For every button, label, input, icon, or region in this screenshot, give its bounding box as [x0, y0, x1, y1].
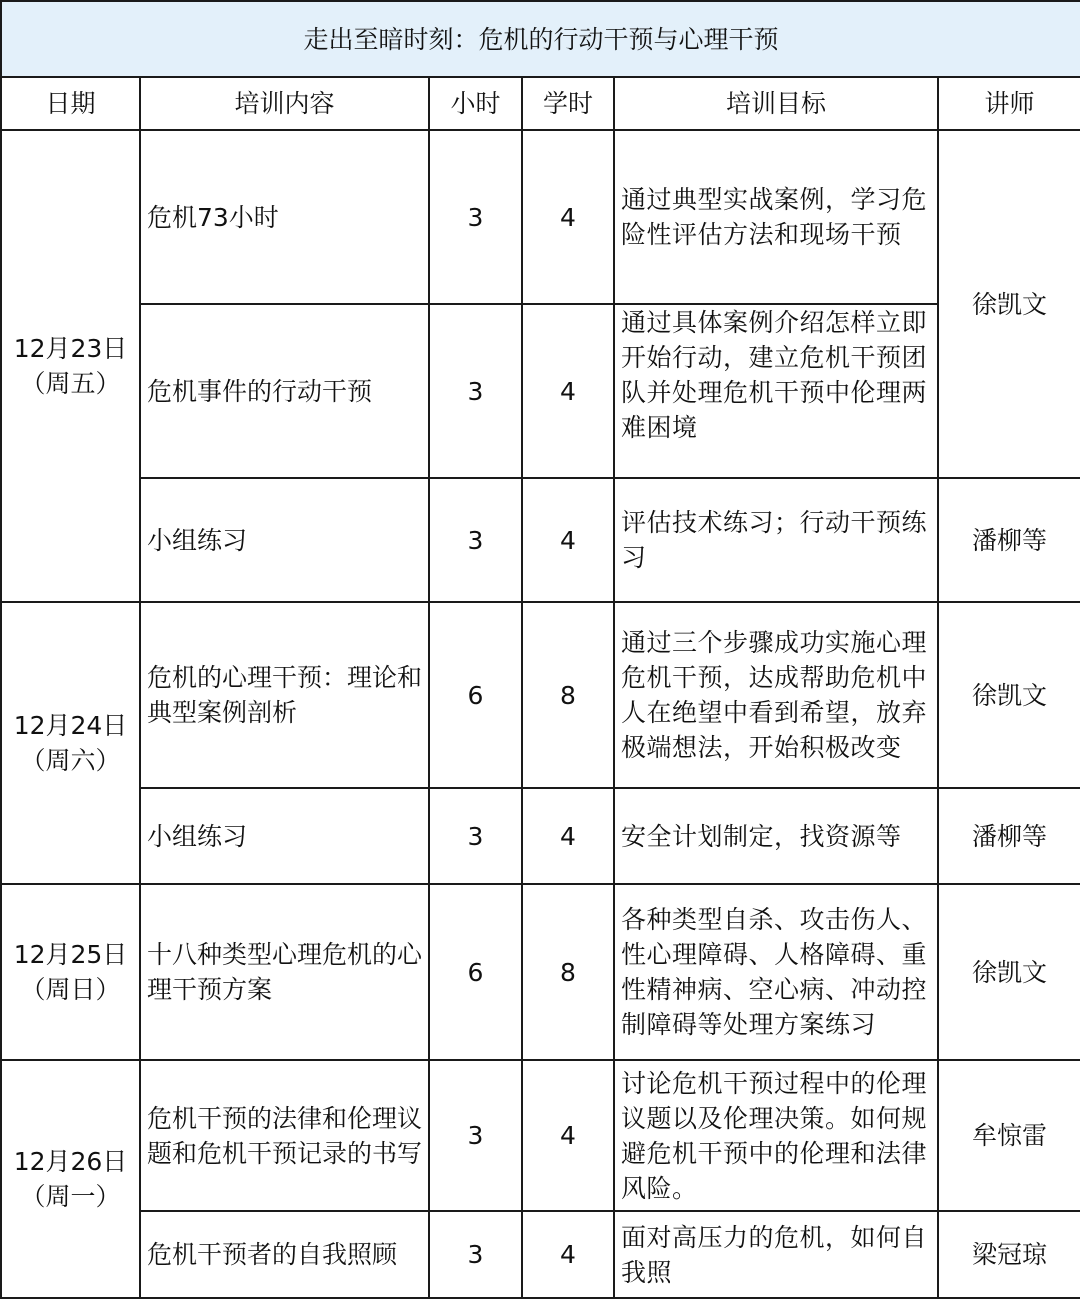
- hours-cell: 3: [429, 788, 522, 884]
- credits-cell: 4: [522, 130, 614, 304]
- header-goal: 培训目标: [614, 77, 938, 130]
- hours-cell: 3: [429, 304, 522, 478]
- table-row: [1, 1060, 1080, 1211]
- credits-cell: 4: [522, 788, 614, 884]
- hours-cell: 6: [429, 884, 522, 1060]
- teacher-cell: 徐凯文: [938, 130, 1080, 478]
- content-cell: 危机的心理干预：理论和典型案例剖析: [140, 602, 429, 788]
- teacher-cell: 牟惊雷: [938, 1060, 1080, 1211]
- goal-cell: 通过典型实战案例，学习危险性评估方法和现场干预: [614, 130, 938, 304]
- content-cell: 小组练习: [140, 788, 429, 884]
- date-text: 12月25日: [13, 940, 128, 969]
- hours-cell: 3: [429, 478, 522, 602]
- teacher-cell: 潘柳等: [938, 788, 1080, 884]
- credits-cell: 8: [522, 884, 614, 1060]
- hours-cell: 3: [429, 1060, 522, 1211]
- goal-cell: 通过三个步骤成功实施心理危机干预，达成帮助危机中人在绝望中看到希望，放弃极端想法，开始积极改变: [614, 602, 938, 788]
- table-row: [1, 1211, 1080, 1298]
- content-cell: 危机干预者的自我照顾: [140, 1211, 429, 1298]
- header-teacher: 讲师: [938, 77, 1080, 130]
- teacher-cell: 潘柳等: [938, 478, 1080, 602]
- content-cell: 小组练习: [140, 478, 429, 602]
- weekday-text: （周五）: [20, 369, 121, 398]
- table-title: 走出至暗时刻：危机的行动干预与心理干预: [1, 1, 1080, 77]
- date-cell: [1, 884, 140, 1060]
- date-cell: [1, 130, 140, 602]
- date-text: 12月24日: [13, 711, 128, 740]
- table-row: [1, 788, 1080, 884]
- goal-cell: 安全计划制定，找资源等: [614, 788, 938, 884]
- hours-cell: 6: [429, 602, 522, 788]
- header-credits: 学时: [522, 77, 614, 130]
- table-row: [1, 130, 1080, 304]
- date-text: 12月23日: [13, 334, 128, 363]
- header-content: 培训内容: [140, 77, 429, 130]
- content-cell: 危机73小时: [140, 130, 429, 304]
- credits-cell: 4: [522, 1211, 614, 1298]
- content-cell: 危机事件的行动干预: [140, 304, 429, 478]
- date-cell: [1, 1060, 140, 1298]
- teacher-cell: 徐凯文: [938, 884, 1080, 1060]
- weekday-text: （周六）: [20, 746, 121, 775]
- date-text: 12月26日: [13, 1147, 128, 1176]
- title-row: [1, 1, 1080, 77]
- credits-cell: 8: [522, 602, 614, 788]
- hours-cell: 3: [429, 130, 522, 304]
- goal-cell: 通过具体案例介绍怎样立即开始行动，建立危机干预团队并处理危机干预中伦理两难困境: [614, 304, 938, 478]
- goal-cell: 讨论危机干预过程中的伦理议题以及伦理决策。如何规避危机干预中的伦理和法律风险。: [614, 1060, 938, 1211]
- goal-cell: 各种类型自杀、攻击伤人、性心理障碍、人格障碍、重性精神病、空心病、冲动控制障碍等处理方案练习: [614, 884, 938, 1060]
- credits-cell: 4: [522, 1060, 614, 1211]
- content-cell: 危机干预的法律和伦理议题和危机干预记录的书写: [140, 1060, 429, 1211]
- weekday-text: （周一）: [20, 1182, 121, 1211]
- goal-cell: 面对高压力的危机，如何自我照: [614, 1211, 938, 1298]
- table-row: [1, 602, 1080, 788]
- header-date: 日期: [1, 77, 140, 130]
- content-cell: 十八种类型心理危机的心理干预方案: [140, 884, 429, 1060]
- credits-cell: 4: [522, 478, 614, 602]
- hours-cell: 3: [429, 1211, 522, 1298]
- table-row: [1, 304, 1080, 478]
- header-hours: 小时: [429, 77, 522, 130]
- header-row: [1, 77, 1080, 130]
- table-row: [1, 478, 1080, 602]
- credits-cell: 4: [522, 304, 614, 478]
- weekday-text: （周日）: [20, 975, 121, 1004]
- teacher-cell: 梁冠琼: [938, 1211, 1080, 1298]
- goal-cell: 评估技术练习；行动干预练习: [614, 478, 938, 602]
- date-cell: [1, 602, 140, 884]
- table-row: [1, 884, 1080, 1060]
- teacher-cell: 徐凯文: [938, 602, 1080, 788]
